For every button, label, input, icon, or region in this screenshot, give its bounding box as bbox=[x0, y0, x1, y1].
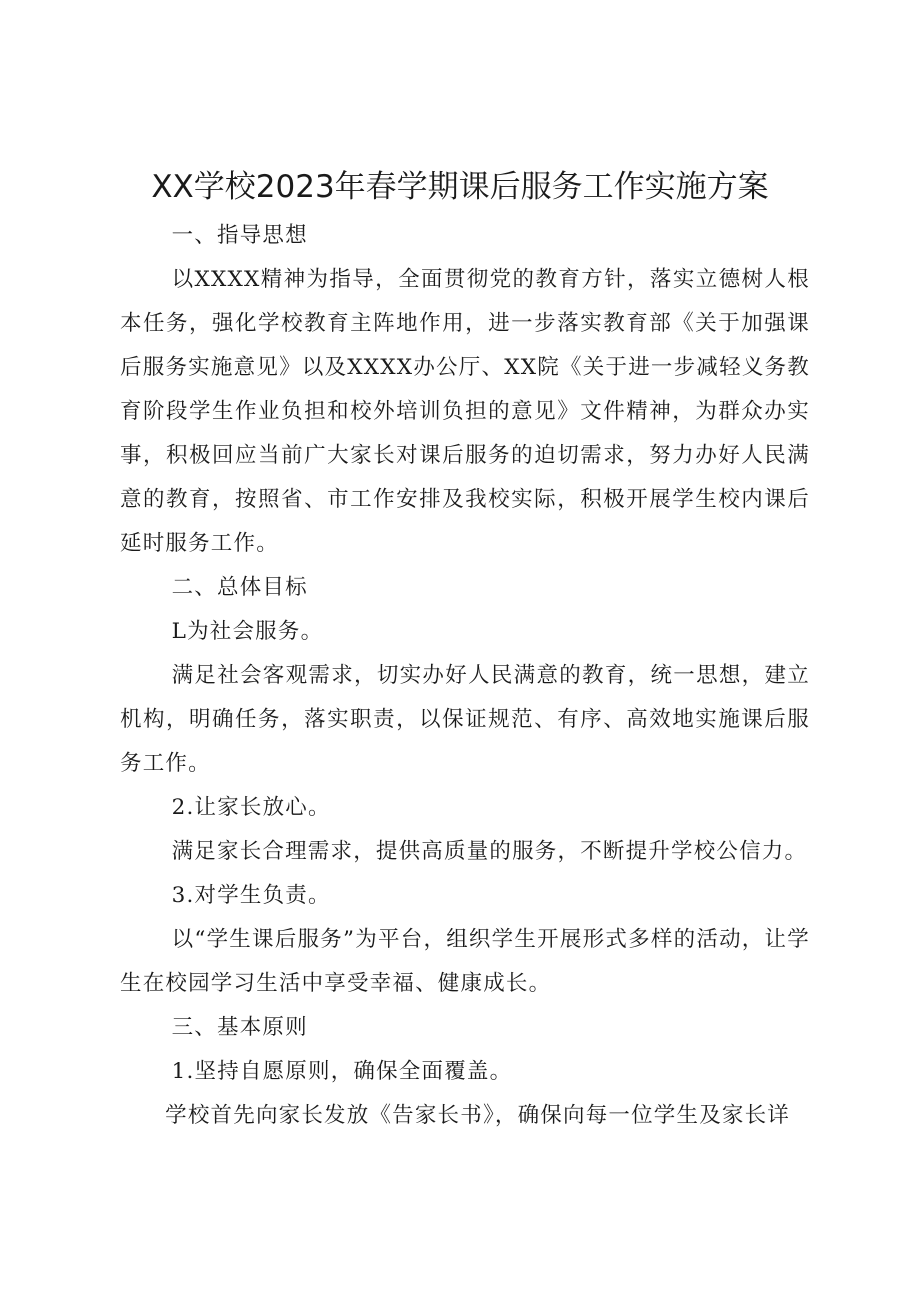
section-heading-guiding-ideology: 一、指导思想 bbox=[171, 223, 308, 248]
paragraph-guiding-ideology: 以XXXX精神为指导，全面贯彻党的教育方针，落实立德树人根本任务，强化学校教育主阵地作用，进一步落实教育部《关于加强课后服务实施意见》以及XXXX办公厅、XX院《关于进一步减轻义务教育阶段学生作业负担和校外培训负担的意见》文件精神，为群众办实事，积极回应当前广大家长对课后服务的迫切需求，努力办好人民满意的教育，按照省、市工作安排及我校实际，积极开展学生校内课后延时服务工作。 bbox=[120, 267, 810, 556]
goal-heading-serve-society: L为社会服务。 bbox=[171, 619, 324, 644]
document-body bbox=[120, 214, 810, 1138]
paragraph-serve-society: 满足社会客观需求，切实办好人民满意的教育，统一思想，建立机构，明确任务，落实职责，以保证规范、有序、高效地实施课后服务工作。 bbox=[120, 663, 810, 776]
section-heading-overall-goals: 二、总体目标 bbox=[171, 575, 308, 600]
goal-heading-reassure-parents: 2.让家长放心。 bbox=[171, 795, 331, 820]
paragraph-responsible-students: 以“学生课后服务”为平台，组织学生开展形式多样的活动，让学生在校园学习生活中享受幸福、健康成长。 bbox=[120, 927, 810, 996]
paragraph-reassure-parents: 满足家长合理需求，提供高质量的服务，不断提升学校公信力。 bbox=[171, 839, 808, 864]
section-heading-basic-principles: 三、基本原则 bbox=[171, 1015, 308, 1040]
paragraph-voluntary: 学校首先向家长发放《告家长书》，确保向每一位学生及家长详 bbox=[165, 1103, 790, 1128]
document-title: XX学校2023年春学期课后服务工作实施方案 bbox=[151, 169, 769, 205]
goal-heading-responsible-students: 3.对学生负责。 bbox=[171, 883, 331, 908]
principle-heading-voluntary: 1.坚持自愿原则，确保全面覆盖。 bbox=[171, 1059, 513, 1084]
